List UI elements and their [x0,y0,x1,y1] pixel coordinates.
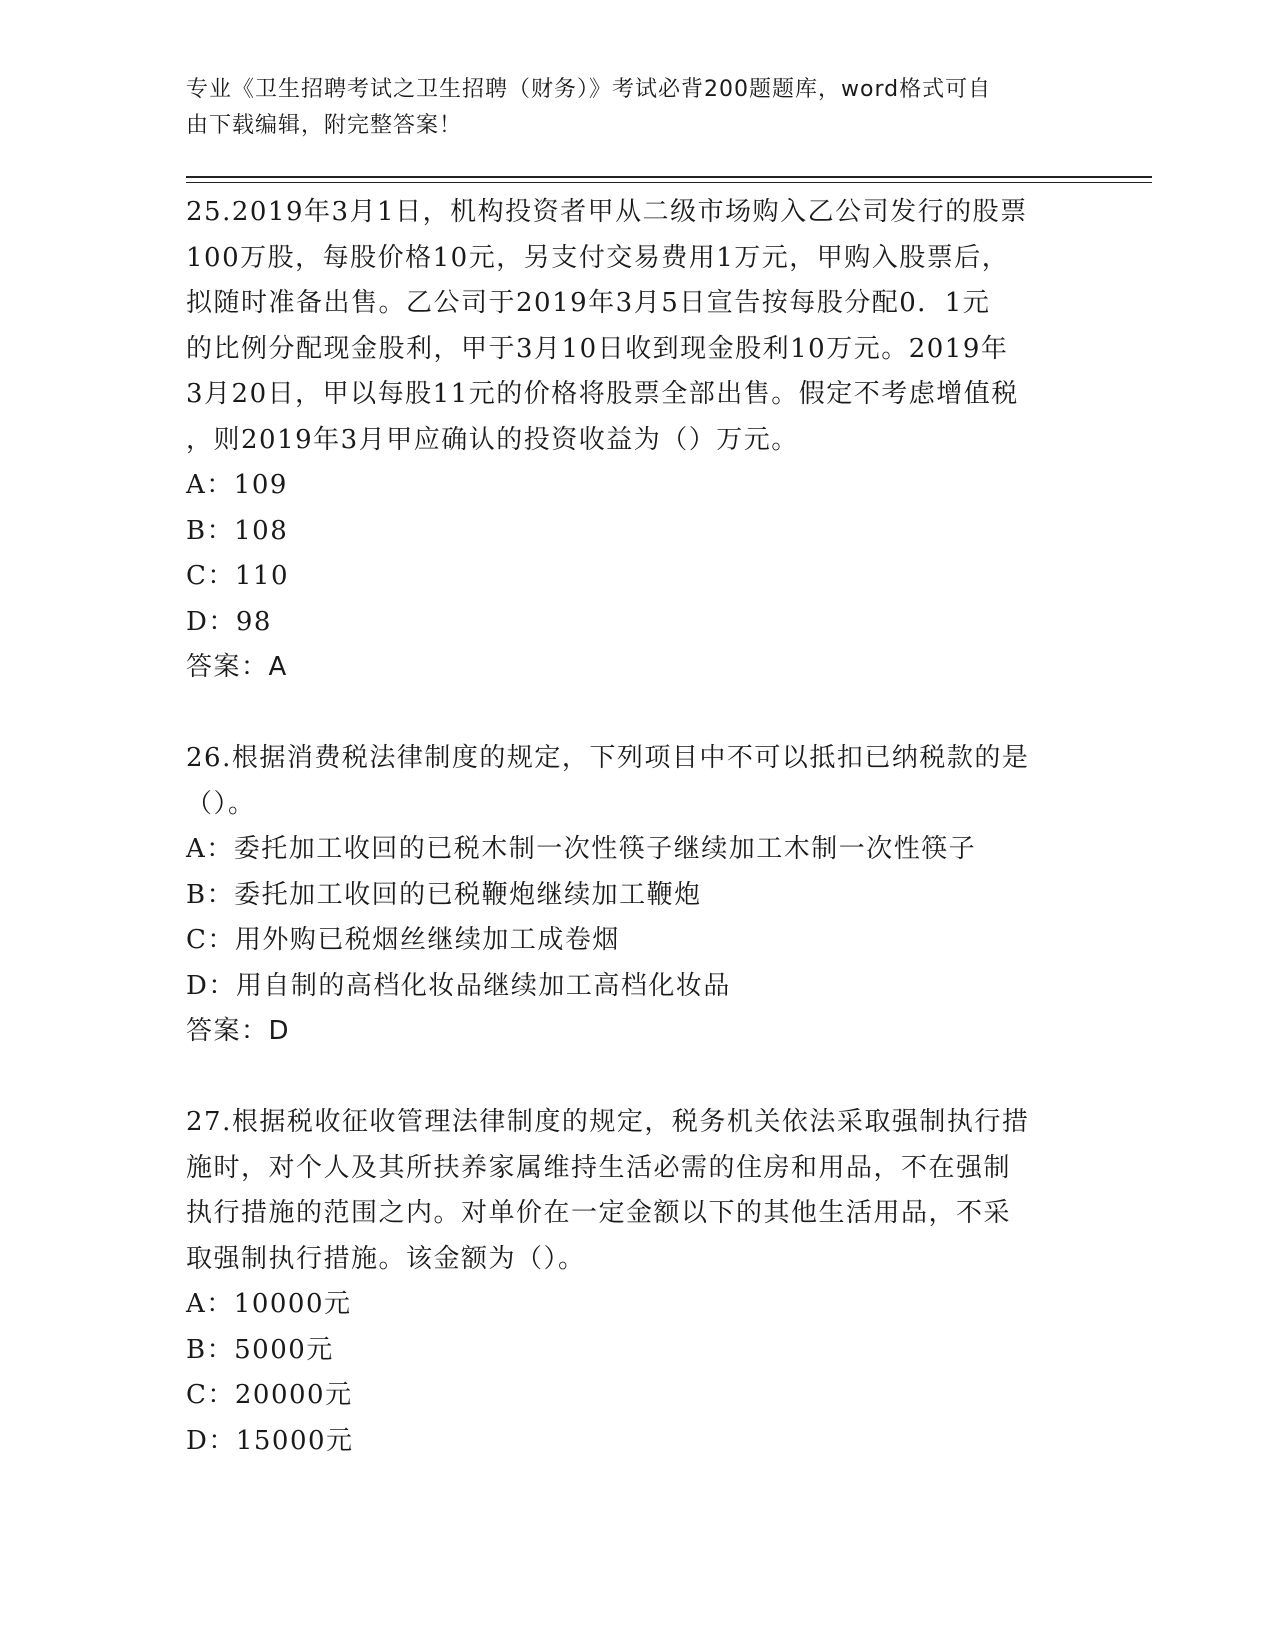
option-a: A：10000元 [186,1289,352,1319]
option-d: D：用自制的高档化妆品继续加工高档化妆品 [186,970,731,1001]
question-text: 执行措施的范围之内。对单价在一定金额以下的其他生活用品，不采 [186,1198,1012,1228]
option-b: B：委托加工收回的已税鞭炮继续加工鞭炮 [186,879,702,910]
option-c: C：20000元 [186,1380,353,1410]
header-divider-thick [186,176,1152,178]
header-divider-thin [186,182,1152,183]
question-text: 27.根据税收征收管理法律制度的规定，税务机关依法采取强制执行措 [186,1107,1030,1137]
option-a: A：委托加工收回的已税木制一次性筷子继续加工木制一次性筷子 [186,834,977,864]
option-d: D：98 [186,606,272,637]
question-text: 25.2019年3月1日，机构投资者甲从二级市场购入乙公司发行的股票 [186,197,1028,227]
question-27 [186,1100,1086,1464]
answer: 答案：D [186,1016,291,1046]
question-list [186,190,1086,1464]
question-text: 拟随时准备出售。乙公司于2019年3月5日宣告按每股分配0．1元 [186,288,991,318]
option-d: D：15000元 [186,1425,354,1456]
header-line: 专业《卫生招聘考试之卫生招聘（财务）》考试必背200题题库，word格式可自 [186,77,992,102]
spacer [186,691,1086,737]
option-a: A：109 [186,470,288,500]
question-text: ，则2019年3月甲应确认的投资收益为（）万元。 [186,424,799,455]
question-text: （）。 [186,788,256,819]
question-text: 施时，对个人及其所扶养家属维持生活必需的住房和用品，不在强制 [186,1152,1012,1183]
question-26 [186,736,1086,1055]
question-text: 100万股，每股价格10元，另支付交易费用1万元，甲购入股票后， [186,242,1010,273]
header-line: 由下载编辑，附完整答案！ [186,113,463,138]
option-b: B：108 [186,515,289,546]
document-header [186,72,1066,144]
option-c: C：用外购已税烟丝继续加工成卷烟 [186,925,620,955]
question-text: 的比例分配现金股利，甲于3月10日收到现金股利10万元。2019年 [186,333,1009,364]
question-text: 取强制执行措施。该金额为（）。 [186,1243,586,1274]
option-c: C：110 [186,561,290,591]
spacer [186,1055,1086,1101]
answer: 答案：A [186,652,288,682]
question-25 [186,190,1086,691]
question-text: 26.根据消费税法律制度的规定，下列项目中不可以抵扣已纳税款的是 [186,743,1030,773]
question-text: 3月20日，甲以每股11元的价格将股票全部出售。假定不考虑增值税 [186,379,1019,409]
option-b: B：5000元 [186,1334,334,1365]
